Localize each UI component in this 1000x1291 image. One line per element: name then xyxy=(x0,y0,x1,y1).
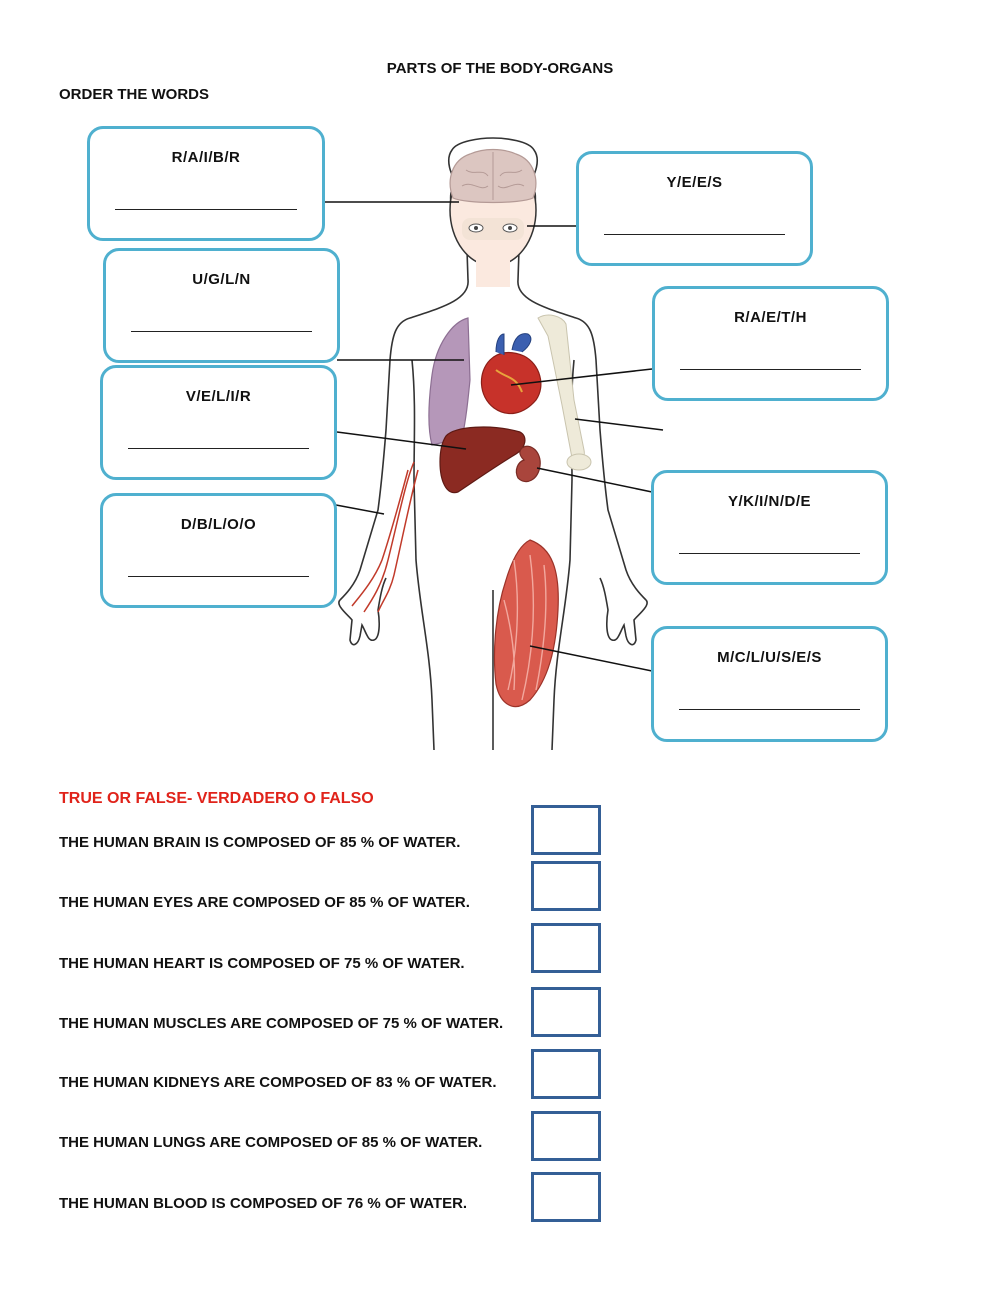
scrambled-word: U/G/L/N xyxy=(192,271,251,288)
statement-lungs: THE HUMAN LUNGS ARE COMPOSED OF 85 % OF WATER. xyxy=(59,1134,483,1151)
statement-blood: THE HUMAN BLOOD IS COMPOSED OF 76 % OF WATER. xyxy=(59,1195,468,1212)
answer-line[interactable] xyxy=(115,189,297,210)
statement-muscles: THE HUMAN MUSCLES ARE COMPOSED OF 75 % OF WATER. xyxy=(59,1015,504,1032)
answer-box-brain[interactable] xyxy=(531,805,601,855)
answer-box-eyes[interactable] xyxy=(531,861,601,911)
statement-kidneys: THE HUMAN KIDNEYS ARE COMPOSED OF 83 % OF WATER. xyxy=(59,1074,497,1091)
scrambled-word: D/B/L/O/O xyxy=(180,516,257,533)
statement-eyes: THE HUMAN EYES ARE COMPOSED OF 85 % OF WATER. xyxy=(59,894,470,911)
word-box-liver xyxy=(100,365,337,480)
lung-organ xyxy=(429,318,470,445)
answer-box-kidneys[interactable] xyxy=(531,1049,601,1099)
answer-line[interactable] xyxy=(128,428,309,449)
answer-line[interactable] xyxy=(604,214,785,235)
answer-box-blood[interactable] xyxy=(531,1172,601,1222)
answer-box-lungs[interactable] xyxy=(531,1111,601,1161)
answer-line[interactable] xyxy=(131,311,312,332)
word-box-muscles xyxy=(651,626,888,742)
word-box-eyes xyxy=(576,151,813,266)
arm-bones xyxy=(538,315,591,470)
scrambled-word: R/A/E/T/H xyxy=(734,309,807,326)
word-box-kidney xyxy=(651,470,888,585)
heart-organ xyxy=(481,334,540,414)
word-box-brain xyxy=(87,126,325,241)
scrambled-word: V/E/L/I/R xyxy=(185,388,252,405)
scrambled-word: R/A/I/B/R xyxy=(171,149,241,166)
answer-line[interactable] xyxy=(679,533,860,554)
scrambled-word: M/C/L/U/S/E/S xyxy=(717,649,822,666)
page-title: PARTS OF THE BODY-ORGANS xyxy=(386,60,614,77)
blood-vessels xyxy=(352,462,418,612)
answer-line[interactable] xyxy=(128,556,309,577)
answer-box-muscles[interactable] xyxy=(531,987,601,1037)
statement-heart: THE HUMAN HEART IS COMPOSED OF 75 % OF WATER. xyxy=(59,955,465,972)
instruction-order-words: ORDER THE WORDS xyxy=(59,86,209,103)
scrambled-word: Y/K/I/N/D/E xyxy=(727,493,811,510)
answer-box-heart[interactable] xyxy=(531,923,601,973)
word-box-heart xyxy=(652,286,889,401)
scrambled-word: Y/E/E/S xyxy=(666,174,723,191)
word-box-lung xyxy=(103,248,340,363)
thigh-muscles xyxy=(494,540,558,707)
answer-line[interactable] xyxy=(680,349,861,370)
eyes-organ xyxy=(462,218,524,240)
liver-organ xyxy=(440,427,525,493)
kidney-organ xyxy=(516,446,540,481)
answer-line[interactable] xyxy=(679,689,860,710)
true-false-heading: TRUE OR FALSE- VERDADERO O FALSO xyxy=(59,790,374,807)
word-box-blood xyxy=(100,493,337,608)
statement-brain: THE HUMAN BRAIN IS COMPOSED OF 85 % OF WATER. xyxy=(59,834,461,851)
brain-organ xyxy=(450,150,536,203)
